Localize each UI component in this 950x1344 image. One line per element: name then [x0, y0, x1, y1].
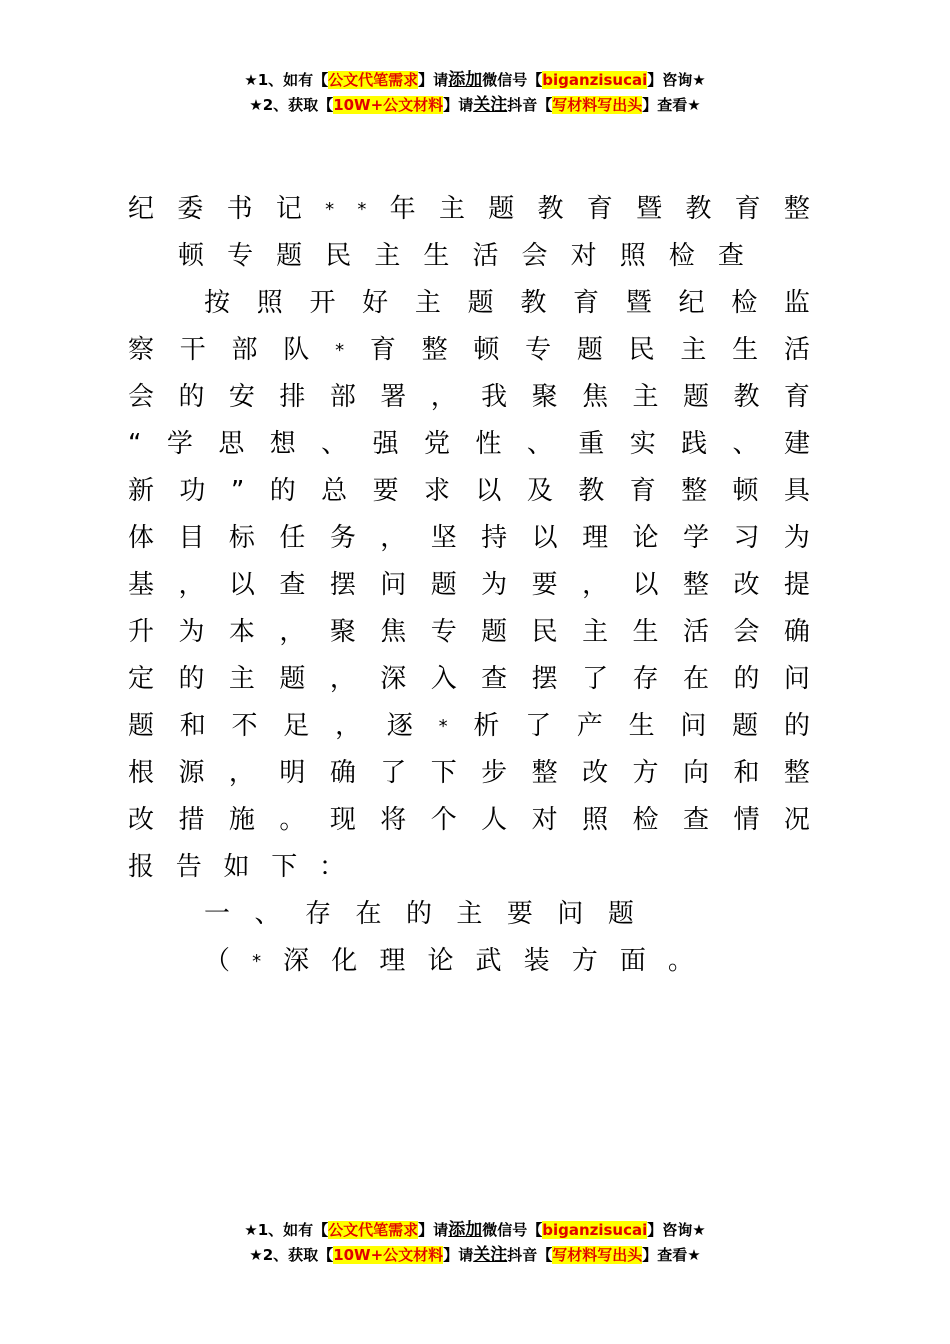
char: 主 — [632, 382, 659, 412]
char: 的 — [178, 382, 205, 412]
char: 题 — [732, 711, 759, 741]
char: * — [325, 199, 335, 220]
char: 整 — [682, 570, 709, 600]
char: 求 — [424, 476, 451, 506]
char: 问 — [783, 664, 810, 694]
char: 一 — [204, 899, 231, 929]
char: 改 — [582, 758, 609, 788]
char: 步 — [481, 758, 508, 788]
char: 任 — [279, 523, 306, 553]
char: 问 — [557, 899, 584, 929]
char: 要 — [531, 570, 558, 600]
char: 党 — [424, 429, 451, 459]
char: 我 — [481, 382, 508, 412]
char: 顿 — [473, 335, 500, 365]
char: 题 — [576, 335, 603, 365]
char: 干 — [179, 335, 206, 365]
char: 在 — [355, 899, 382, 929]
char: 专 — [430, 617, 457, 647]
char: 定 — [128, 664, 155, 694]
paragraph-line — [128, 421, 810, 468]
char: 、 — [732, 429, 759, 459]
promo-text: 】咨询★ — [647, 1221, 706, 1239]
char: 教 — [578, 476, 605, 506]
paragraph-line — [128, 750, 810, 797]
char: 本 — [228, 617, 255, 647]
char: 和 — [179, 711, 206, 741]
char: ， — [228, 758, 255, 788]
promo-highlight: 10W+公文材料 — [333, 96, 444, 114]
promo-highlight: 10W+公文材料 — [333, 1246, 444, 1264]
promo-text: ★2、获取【 — [249, 96, 334, 114]
char: 整 — [421, 335, 448, 365]
char: 题 — [279, 664, 306, 694]
char: 署 — [380, 382, 407, 412]
char: 的 — [783, 711, 810, 741]
char: 学 — [682, 523, 709, 553]
char: 。 — [667, 946, 694, 976]
char: 论 — [427, 946, 454, 976]
char: 下 — [430, 758, 457, 788]
char: 年 — [389, 194, 416, 224]
char: 题 — [276, 241, 303, 271]
char: 育 — [586, 194, 613, 224]
char: 理 — [582, 523, 609, 553]
promo-text: 】查看★ — [642, 1246, 701, 1264]
char: 题 — [682, 382, 709, 412]
char: 、 — [321, 429, 348, 459]
char: ” — [230, 476, 245, 506]
char: 题 — [481, 617, 508, 647]
char: 入 — [430, 664, 457, 694]
char: ， — [335, 711, 362, 741]
char: 理 — [379, 946, 406, 976]
char: 性 — [475, 429, 502, 459]
char: ， — [178, 570, 205, 600]
char: 化 — [331, 946, 358, 976]
char: 现 — [329, 805, 356, 835]
char: 焦 — [380, 617, 407, 647]
char: 安 — [228, 382, 255, 412]
char: 主 — [456, 899, 483, 929]
char: 开 — [309, 288, 336, 318]
char: 查 — [481, 664, 508, 694]
paragraph-line — [128, 797, 810, 844]
paragraph-line — [128, 374, 810, 421]
char: 育 — [734, 194, 761, 224]
char: 摆 — [531, 664, 558, 694]
char: 提 — [783, 570, 810, 600]
promo-text: 】请 — [418, 71, 449, 89]
char: 建 — [783, 429, 810, 459]
char: 检 — [668, 241, 695, 271]
char: 以 — [475, 476, 502, 506]
char: 会 — [521, 241, 548, 271]
char: ， — [430, 382, 457, 412]
promo-text: 抖音【 — [507, 1246, 553, 1264]
char: ， — [582, 570, 609, 600]
promo-banner-top — [0, 68, 950, 118]
char: 在 — [682, 664, 709, 694]
promo-highlight: biganzisucai — [542, 71, 648, 89]
char: 按 — [204, 288, 231, 318]
promo-emphasis: 关注 — [473, 1245, 508, 1265]
char: 方 — [571, 946, 598, 976]
char: * — [252, 951, 262, 972]
promo-banner-bottom — [0, 1218, 950, 1268]
char: 根 — [128, 758, 155, 788]
char: 方 — [632, 758, 659, 788]
char: 会 — [733, 617, 760, 647]
char: 教 — [537, 194, 564, 224]
char: * — [438, 716, 448, 737]
char: 如 — [223, 852, 250, 882]
paragraph-line — [128, 656, 810, 703]
char: 教 — [520, 288, 547, 318]
char: 教 — [733, 382, 760, 412]
char: 民 — [325, 241, 352, 271]
promo-line-1 — [0, 1218, 950, 1243]
char: 顿 — [178, 241, 205, 271]
char: 深 — [283, 946, 310, 976]
char: 查 — [279, 570, 306, 600]
promo-text: 】请 — [443, 96, 474, 114]
char: 要 — [372, 476, 399, 506]
char: 措 — [178, 805, 205, 835]
char: 习 — [733, 523, 760, 553]
char: 、 — [526, 429, 553, 459]
char: 不 — [231, 711, 258, 741]
promo-text: 微信号【 — [482, 1221, 543, 1239]
char: 况 — [783, 805, 810, 835]
char: 生 — [628, 711, 655, 741]
char: 报 — [128, 852, 155, 882]
char: 面 — [619, 946, 646, 976]
char: 升 — [128, 617, 155, 647]
char: 改 — [733, 570, 760, 600]
char: 思 — [218, 429, 245, 459]
char: 活 — [783, 335, 810, 365]
char: 存 — [632, 664, 659, 694]
promo-text: ★2、获取【 — [249, 1246, 334, 1264]
char: 活 — [472, 241, 499, 271]
char: 为 — [783, 523, 810, 553]
char: 想 — [269, 429, 296, 459]
char: 主 — [680, 335, 707, 365]
char: 为 — [481, 570, 508, 600]
paragraph-line — [128, 562, 810, 609]
char: 部 — [329, 382, 356, 412]
char: 及 — [526, 476, 553, 506]
char: 监 — [783, 288, 810, 318]
char: 题 — [128, 711, 155, 741]
char: 对 — [570, 241, 597, 271]
char: 总 — [321, 476, 348, 506]
char: 确 — [783, 617, 810, 647]
char: 照 — [582, 805, 609, 835]
char: 排 — [279, 382, 306, 412]
char: 会 — [128, 382, 155, 412]
char: 装 — [523, 946, 550, 976]
char: ， — [279, 617, 306, 647]
promo-emphasis: 添加 — [448, 70, 483, 90]
char: 存 — [304, 899, 331, 929]
char: 和 — [733, 758, 760, 788]
promo-highlight: 写材料写出头 — [552, 96, 643, 114]
char: 论 — [632, 523, 659, 553]
document-title-line — [128, 186, 810, 233]
char: 对 — [531, 805, 558, 835]
char: 目 — [178, 523, 205, 553]
promo-line-1 — [0, 68, 950, 93]
promo-highlight: 写材料写出头 — [552, 1246, 643, 1264]
char: 检 — [731, 288, 758, 318]
paragraph-line — [128, 468, 810, 515]
char: 生 — [732, 335, 759, 365]
char: 题 — [488, 194, 515, 224]
char: 整 — [531, 758, 558, 788]
char: 具 — [783, 476, 810, 506]
promo-line-2 — [0, 1243, 950, 1268]
char: 书 — [226, 194, 253, 224]
char: 焦 — [582, 382, 609, 412]
section-heading — [128, 891, 810, 938]
char: 整 — [783, 758, 810, 788]
char: 重 — [578, 429, 605, 459]
char: 部 — [231, 335, 258, 365]
char: 体 — [128, 523, 155, 553]
char: （ — [204, 946, 231, 976]
char: 践 — [681, 429, 708, 459]
char: 将 — [380, 805, 407, 835]
char: 民 — [531, 617, 558, 647]
promo-line-2 — [0, 93, 950, 118]
char: * — [335, 340, 345, 361]
paragraph-line — [128, 609, 810, 656]
paragraph-line — [128, 844, 810, 891]
char: ， — [380, 523, 407, 553]
char: 的 — [405, 899, 432, 929]
char: 源 — [178, 758, 205, 788]
char: 检 — [632, 805, 659, 835]
char: 以 — [228, 570, 255, 600]
paragraph-line — [128, 327, 810, 374]
char: 持 — [481, 523, 508, 553]
paragraph-line — [128, 515, 810, 562]
promo-text: ★1、如有【 — [244, 71, 329, 89]
char: 委 — [177, 194, 204, 224]
char: 顿 — [732, 476, 759, 506]
promo-emphasis: 添加 — [448, 1220, 483, 1240]
char: 了 — [380, 758, 407, 788]
char: 施 — [228, 805, 255, 835]
char: 题 — [607, 899, 634, 929]
char: 强 — [372, 429, 399, 459]
char: 的 — [178, 664, 205, 694]
char: 育 — [629, 476, 656, 506]
char: * — [357, 199, 367, 220]
char: 基 — [128, 570, 155, 600]
char: 主 — [228, 664, 255, 694]
promo-text: 微信号【 — [482, 71, 543, 89]
char: 了 — [582, 664, 609, 694]
char: 深 — [380, 664, 407, 694]
char: 纪 — [128, 194, 155, 224]
char: 好 — [362, 288, 389, 318]
char: 摆 — [329, 570, 356, 600]
char: 察 — [128, 335, 155, 365]
char: 整 — [681, 476, 708, 506]
char: 主 — [438, 194, 465, 224]
char: 武 — [475, 946, 502, 976]
char: 以 — [632, 570, 659, 600]
char: 确 — [329, 758, 356, 788]
char: 育 — [783, 382, 810, 412]
char: 主 — [414, 288, 441, 318]
char: 要 — [506, 899, 533, 929]
char: 功 — [179, 476, 206, 506]
char: 产 — [576, 711, 603, 741]
char: 生 — [423, 241, 450, 271]
char: ， — [329, 664, 356, 694]
char: 改 — [128, 805, 155, 835]
paragraph-line — [128, 703, 810, 750]
char: 照 — [619, 241, 646, 271]
promo-text: 】请 — [418, 1221, 449, 1239]
char: 活 — [682, 617, 709, 647]
char: 新 — [128, 476, 155, 506]
char: 暨 — [625, 288, 652, 318]
char: 标 — [228, 523, 255, 553]
char: 题 — [430, 570, 457, 600]
char: “ — [128, 429, 142, 459]
char: 问 — [380, 570, 407, 600]
char: 教 — [685, 194, 712, 224]
char: 向 — [682, 758, 709, 788]
char: 析 — [473, 711, 500, 741]
char: 实 — [629, 429, 656, 459]
char: 的 — [733, 664, 760, 694]
char: 专 — [525, 335, 552, 365]
char: 聚 — [531, 382, 558, 412]
char: 、 — [254, 899, 281, 929]
char: 人 — [481, 805, 508, 835]
promo-emphasis: 关注 — [473, 95, 508, 115]
char: 个 — [430, 805, 457, 835]
char: 。 — [279, 805, 306, 835]
char: 查 — [682, 805, 709, 835]
char: 为 — [178, 617, 205, 647]
promo-highlight: 公文代笔需求 — [328, 1221, 419, 1239]
char: 告 — [175, 852, 202, 882]
promo-highlight: biganzisucai — [542, 1221, 648, 1239]
document-body — [128, 186, 810, 985]
char: 主 — [374, 241, 401, 271]
char: 生 — [632, 617, 659, 647]
char: 的 — [269, 476, 296, 506]
paragraph-line — [128, 280, 810, 327]
char: 主 — [582, 617, 609, 647]
promo-highlight: 公文代笔需求 — [328, 71, 419, 89]
char: ： — [318, 852, 345, 882]
char: 坚 — [430, 523, 457, 553]
char: 专 — [227, 241, 254, 271]
char: 务 — [329, 523, 356, 553]
char: 下 — [271, 852, 298, 882]
char: 学 — [166, 429, 193, 459]
char: 照 — [256, 288, 283, 318]
document-title-line — [128, 233, 810, 280]
char: 题 — [467, 288, 494, 318]
char: 足 — [283, 711, 310, 741]
char: 聚 — [329, 617, 356, 647]
char: 明 — [279, 758, 306, 788]
subsection-heading — [128, 938, 810, 985]
char: 情 — [733, 805, 760, 835]
promo-text: 】咨询★ — [647, 71, 706, 89]
char: 育 — [573, 288, 600, 318]
char: 以 — [531, 523, 558, 553]
char: 纪 — [678, 288, 705, 318]
char: 育 — [369, 335, 396, 365]
char: 民 — [628, 335, 655, 365]
promo-text: 】查看★ — [642, 96, 701, 114]
char: 整 — [783, 194, 810, 224]
char: 了 — [525, 711, 552, 741]
char: 队 — [283, 335, 310, 365]
promo-text: 】请 — [443, 1246, 474, 1264]
promo-text: ★1、如有【 — [244, 1221, 329, 1239]
char: 逐 — [386, 711, 413, 741]
char: 问 — [680, 711, 707, 741]
char: 暨 — [636, 194, 663, 224]
char: 记 — [275, 194, 302, 224]
char: 查 — [717, 241, 744, 271]
promo-text: 抖音【 — [507, 96, 553, 114]
